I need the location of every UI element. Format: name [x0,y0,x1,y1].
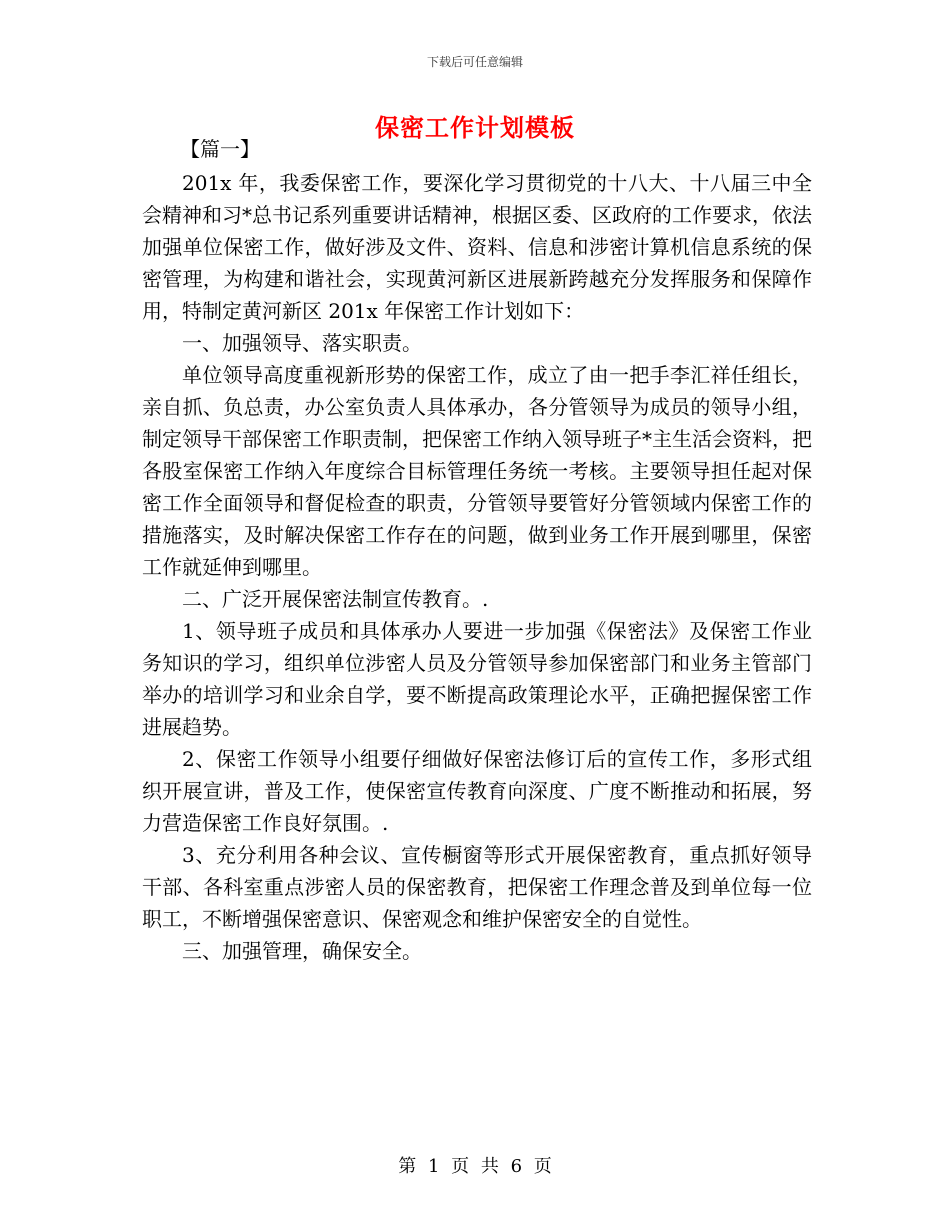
heading-1: 一、加强领导、落实职责。 [182,331,422,355]
paragraph: 3、充分利用各种会议、宣传橱窗等形式开展保密教育，重点抓好领导干部、各科室重点涉密人员的保密教育，把保密工作理念普及到单位每一位职工，不断增强保密意识、保密观念和维护保密安全的自觉性。 [142,843,812,931]
paragraph: 201x 年，我委保密工作，要深化学习贯彻党的十八大、十八届三中全会精神和习*总书记系列重要讲话精神，根据区委、区政府的工作要求，依法加强单位保密工作，做好涉及文件、资料、信息和涉密计算机信息系统的保密管理，为构建和谐社会，实现黄河新区进展新跨越充分发挥服务和保障作用，特制定黄河新区 201x 年保密工作计划如下： [142,171,812,323]
heading-3: 三、加强管理，确保安全。 [182,939,422,963]
page-number-footer: 第 1 页 共 6 页 [398,1156,552,1177]
document-title: 保密工作计划模板 [375,113,575,142]
header-note: 下载后可任意编辑 [426,55,523,69]
heading-2: 二、广泛开展保密法制宣传教育。. [182,587,489,611]
paragraph: 1、领导班子成员和具体承办人要进一步加强《保密法》及保密工作业务知识的学习，组织单位涉密人员及分管领导参加保密部门和业务主管部门举办的培训学习和业余自学，要不断提高政策理论水平，正确把握保密工作进展趋势。 [142,619,812,739]
document-body [142,167,812,967]
section-tag: 【篇一】 [180,137,260,161]
paragraph: 单位领导高度重视新形势的保密工作，成立了由一把手李汇祥任组长，亲自抓、负总责，办公室负责人具体承办，各分管领导为成员的领导小组，制定领导干部保密工作职责制，把保密工作纳入领导班子*主生活会资料，把各股室保密工作纳入年度综合目标管理任务统一考核。主要领导担任起对保密工作全面领导和督促检查的职责，分管领导要管好分管领域内保密工作的措施落实，及时解决保密工作存在的问题，做到业务工作开展到哪里，保密工作就延伸到哪里。 [142,363,812,579]
paragraph: 2、保密工作领导小组要仔细做好保密法修订后的宣传工作，多形式组织开展宣讲，普及工作，使保密宣传教育向深度、广度不断推动和拓展，努力营造保密工作良好氛围。. [142,747,812,835]
